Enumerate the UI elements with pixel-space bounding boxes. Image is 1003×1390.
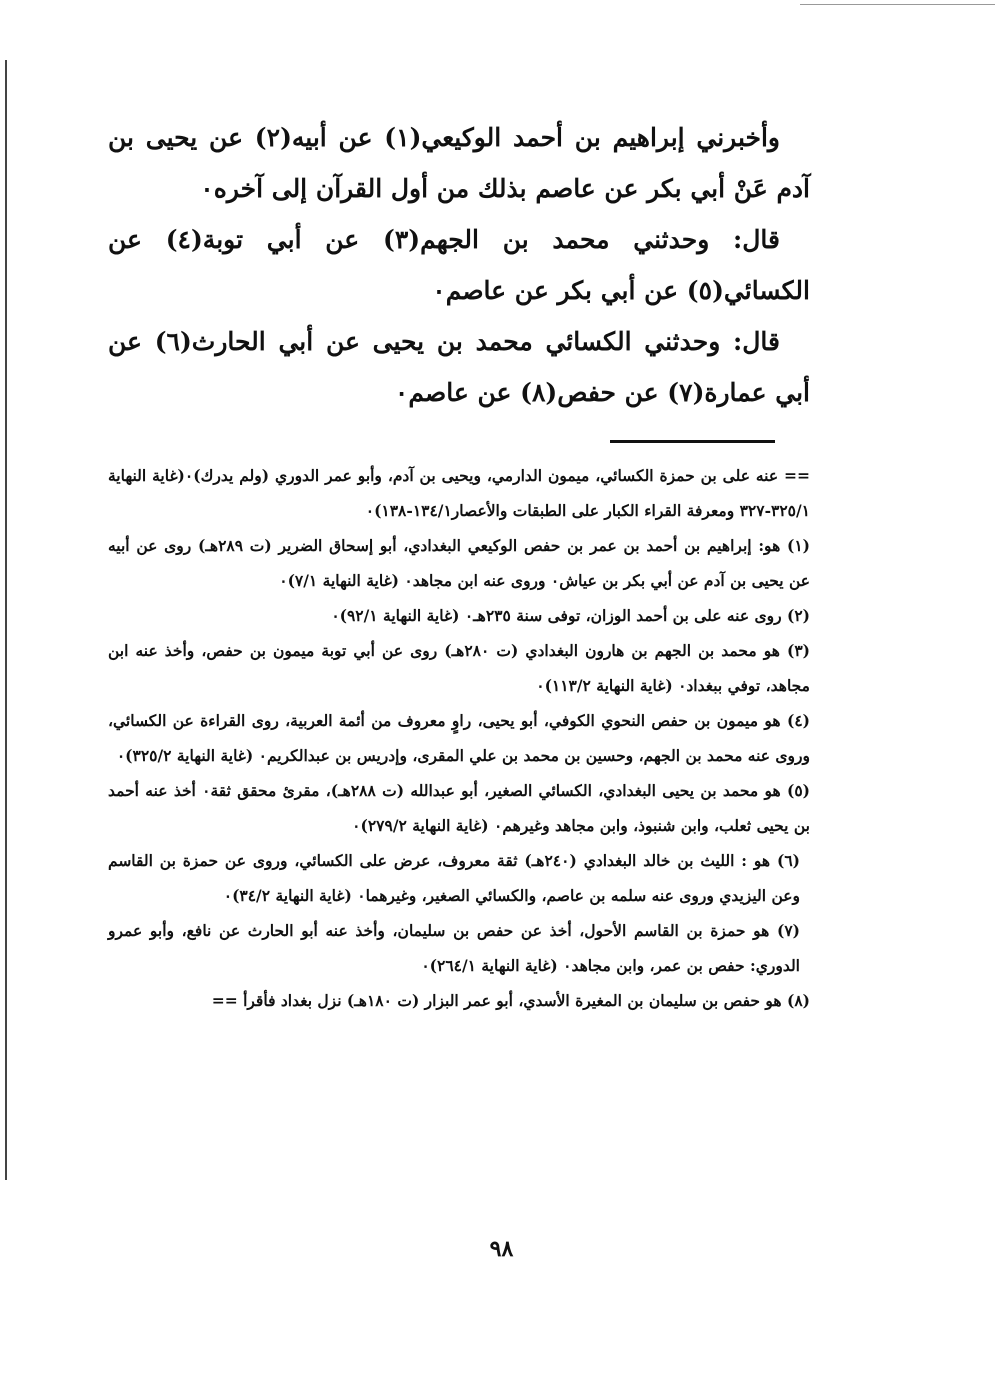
footnote-6: (٦) هو : الليث بن خالد البغدادي (٢٤٠هـ) ثقة معروف، عرض على الكسائي، وروى عن حمزة بن القاسم وعن اليزيدي وروى عنه سلمه بن عاصم، والكسائي الصغير، وغيرهما٠ (غاية النهاية ٣٤/٢)٠ bbox=[108, 851, 801, 905]
footnote-5: (٥) هو محمد بن يحيى البغدادي، الكسائي الصغير، أبو عبدالله (ت ٢٨٨هـ)، مقرئ محقق ثقة٠ أخذ عنه أحمد بن يحيى ثعلب، وابن شنبوذ، وابن مجاهد وغيرهم٠ (غاية النهاية ٢٧٩/٢)٠ bbox=[108, 781, 811, 835]
main-paragraph-2: قال: وحدثني محمد بن الجهم(٣) عن أبي توبة(٤) عن الكسائي(٥) عن أبي بكر عن عاصم٠ bbox=[108, 225, 810, 305]
main-text-block bbox=[108, 112, 810, 418]
footnote-7: (٧) هو حمزة بن القاسم الأحول، أخذ عن حفص بن سليمان، وأخذ عنه أبو الحارث عن نافع، وأبو عمرو الدوري: حفص بن عمر، وابن مجاهد٠ (غاية النهاية ٢٦٤/١)٠ bbox=[108, 921, 800, 975]
footnote-separator bbox=[610, 440, 775, 443]
page-number: ٩٨ bbox=[489, 1236, 514, 1262]
footnote-8: (٨) هو حفص بن سليمان بن المغيرة الأسدي، أبو عمر البزار (ت ١٨٠هـ) نزل بغداد فأقرأ == bbox=[211, 991, 810, 1010]
main-paragraph-1: وأخبرني إبراهيم بن أحمد الوكيعي(١) عن أبيه(٢) عن يحيى بن آدم عَنْ أبي بكر عن عاصم بذلك من أول القرآن إلى آخره٠ bbox=[108, 123, 810, 203]
footnote-1: (١) هو: إبراهيم بن أحمد بن عمر بن حفص الوكيعي البغدادي، أبو إسحاق الضرير (ت ٢٨٩هـ) روى عن أبيه عن يحيى بن آدم عن أبي بكر بن عياش٠ وروى عنه ابن مجاهد٠ (غاية النهاية ٧/١)٠ bbox=[108, 536, 810, 590]
footnote-3: (٣) هو محمد بن الجهم بن هارون البغدادي (ت ٢٨٠هـ) روى عن أبي توبة ميمون بن حفص، وأخذ عنه ابن مجاهد، توفي ببغداد٠ (غاية النهاية ١١٣/٢)٠ bbox=[108, 641, 811, 695]
main-paragraph-3: قال: وحدثني الكسائي محمد بن يحيى عن أبي الحارث(٦) عن أبي عمارة(٧) عن حفص(٨) عن عاصم٠ bbox=[108, 327, 810, 407]
footnotes-block bbox=[108, 458, 810, 1018]
footnote-2: (٢) روى عنه على بن أحمد الوزان، توفى سنة ٢٣٥هـ٠ (غاية النهاية ٩٢/١)٠ bbox=[331, 606, 810, 625]
footnote-continuation: == عنه على بن حمزة الكسائي، ميمون الدارمي، ويحيى بن آدم، وأبو عمر الدوري (ولم يدرك)٠(غاية النهاية ٣٢٥/١-٣٢٧ ومعرفة القراء الكبار على الطبقات والأعصار١٣٤/١-١٣٨)٠ bbox=[108, 466, 810, 520]
top-edge-rule bbox=[800, 4, 995, 5]
scan-margin-line bbox=[5, 60, 7, 1180]
footnote-4: (٤) هو ميمون بن حفص النحوي الكوفي، أبو يحيى، راوٍ معروف من أئمة العربية، روى القراءة عن الكسائي، وروى عنه محمد بن الجهم، وحسين بن محمد بن علي المقرى، وإدريس بن عبدالكريم٠ (غاية النهاية ٣٢٥/٢)٠ bbox=[108, 711, 810, 765]
